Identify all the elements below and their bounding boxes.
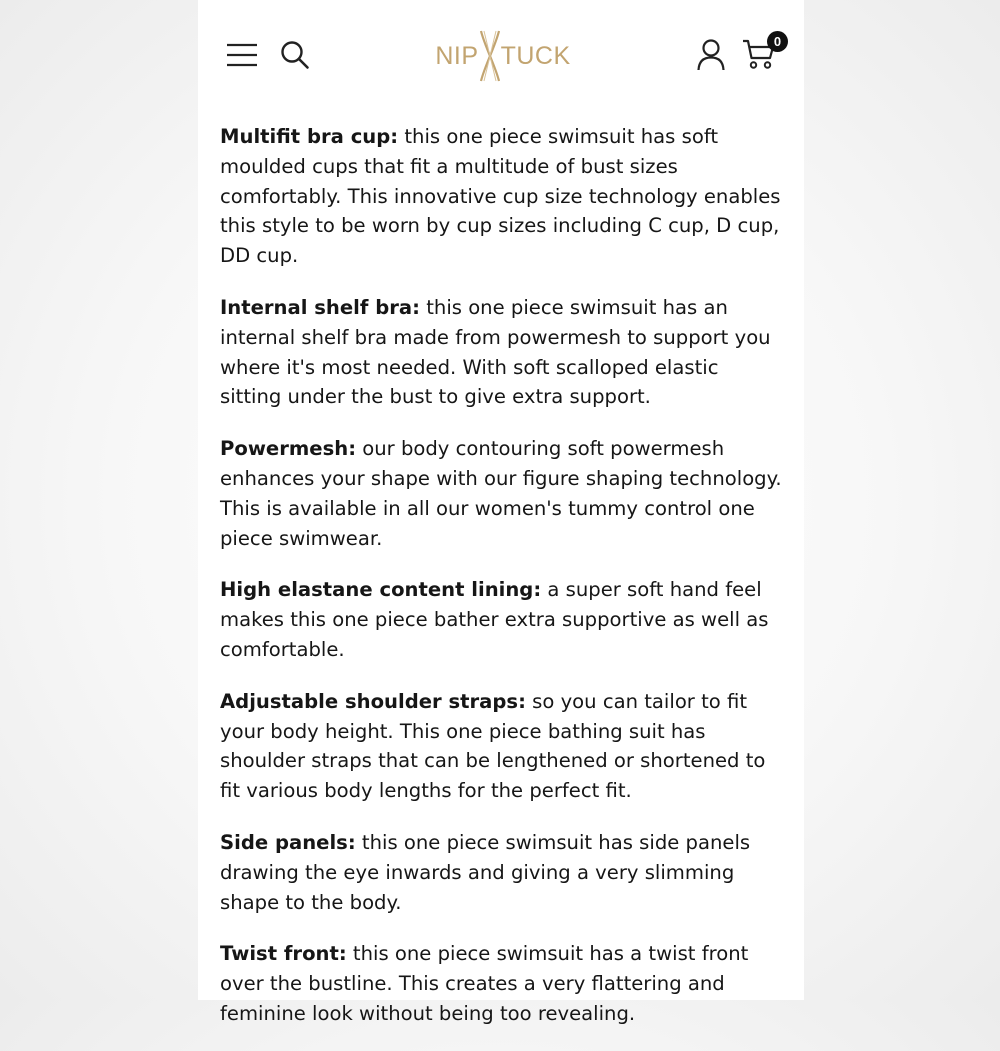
feature-paragraph	[220, 687, 786, 806]
feature-description: so you can tailor to fit your body height. This one piece bathing suit has shoulder straps that can be lengthened or shortened to fit various body lengths for the perfect fit.	[220, 689, 766, 803]
feature-paragraph	[220, 939, 786, 1028]
mobile-page	[198, 0, 804, 1025]
feature-paragraph	[220, 293, 786, 412]
feature-term: Powermesh:	[220, 437, 357, 461]
feature-term: High elastane content lining:	[220, 578, 542, 602]
hamburger-menu-icon[interactable]	[226, 42, 258, 68]
feature-term: Adjustable shoulder straps:	[220, 689, 526, 713]
logo-text-left: NIP	[435, 41, 479, 70]
feature-description: this one piece swimsuit has a twist front over the bustline. This creates a very flattering and feminine look without being too revealing.	[220, 942, 749, 1025]
feature-paragraph	[220, 122, 786, 271]
feature-description: this one piece swimsuit has an internal shelf bra made from powermesh to support you where it's most needed. With soft scalloped elastic sitting under the bust to give extra support.	[220, 295, 771, 409]
cart-count-badge: 0	[767, 31, 788, 52]
site-header	[198, 0, 804, 110]
feature-term: Side panels:	[220, 830, 356, 854]
search-icon[interactable]	[280, 40, 310, 70]
feature-paragraph	[220, 828, 786, 917]
feature-term: Twist front:	[220, 942, 347, 966]
feature-paragraph	[220, 575, 786, 664]
feature-term: Internal shelf bra:	[220, 295, 420, 319]
feature-paragraph	[220, 434, 786, 553]
feature-description: this one piece swimsuit has side panels drawing the eye inwards and giving a very slimming shape to the body.	[220, 830, 751, 914]
feature-term: Multifit bra cup:	[220, 125, 399, 148]
feature-description: this one piece swimsuit has soft moulded cups that fit a multitude of bust sizes comfortably. This innovative cup size technology enables this style to be worn by cup sizes including C cup, D cup, DD cup.	[220, 125, 781, 268]
feature-description: our body contouring soft powermesh enhances your shape with our figure shaping technology. This is available in all our women's tummy control one piece swimwear.	[220, 437, 782, 550]
product-features	[220, 122, 786, 1051]
feature-description: a super soft hand feel makes this one piece bather extra supportive as well as comfortable.	[220, 578, 769, 661]
brand-logo[interactable]	[428, 28, 578, 84]
logo-text-right: TUCK	[500, 41, 571, 70]
user-icon[interactable]	[696, 38, 726, 72]
